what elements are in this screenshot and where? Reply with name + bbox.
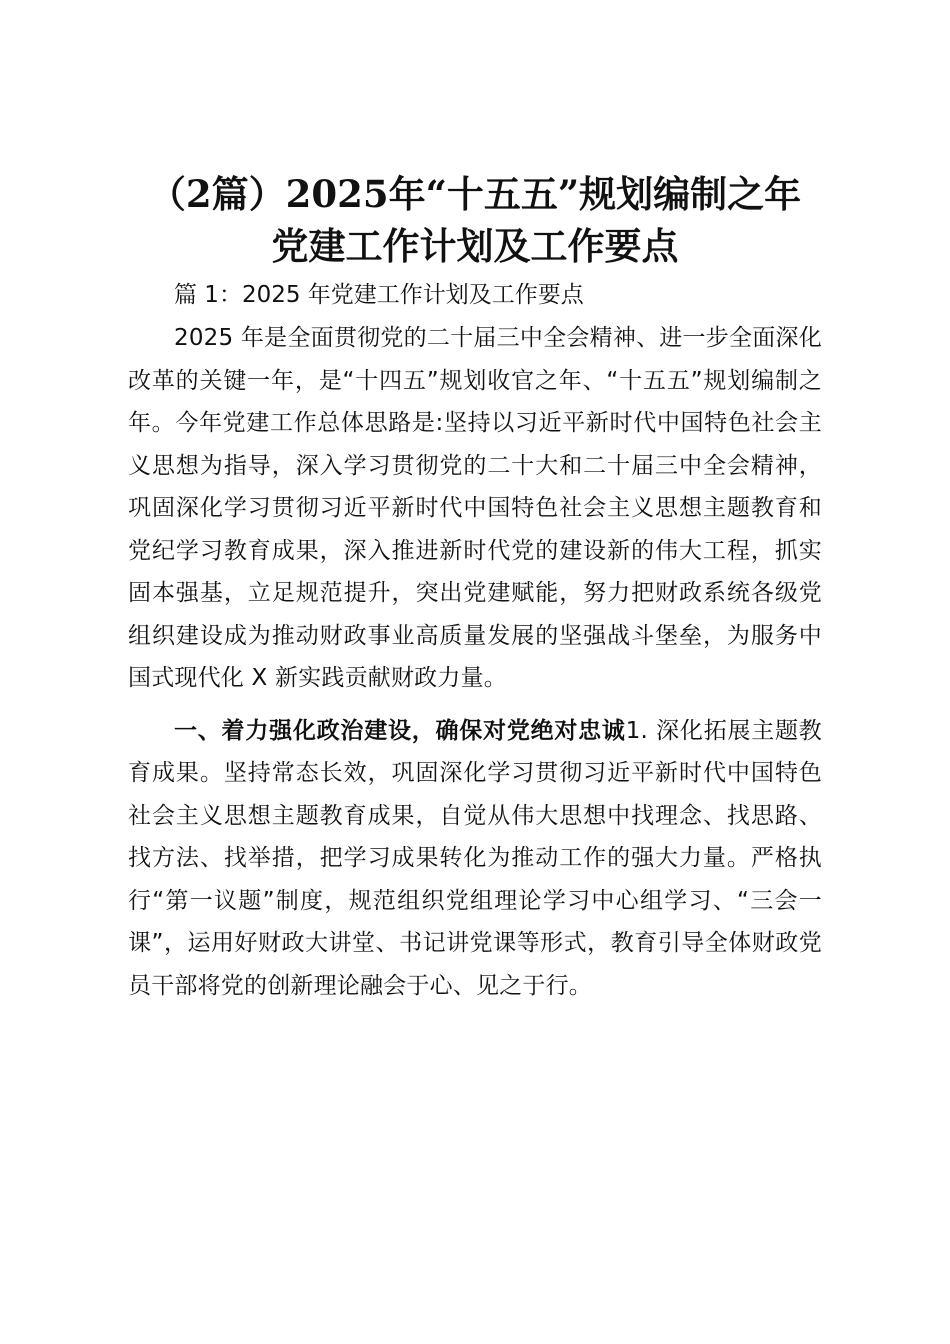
document-body [128,168,822,1007]
article-subheading: 篇 1：2025 年党建工作计划及工作要点 [174,282,584,308]
intro-paragraph: 2025 年是全面贯彻党的二十届三中全会精神、进一步全面深化改革的关键一年，是“十四五”规划收官之年、“十五五”规划编制之年。今年党建工作总体思路是:坚持以习近平新时代中国特色社会主义思想为指导，深入学习贯彻党的二十大和二十届三中全会精神，巩固深化学习贯彻习近平新时代中国特色社会主义思想主题教育和党纪学习教育成果，深入推进新时代党的建设新的伟大工程，抓实固本强基，立足规范提升，突出党建赋能，努力把财政系统各级党组织建设成为推动财政事业高质量发展的坚强战斗堡垒，为服务中国式现代化 X 新实践贡献财政力量。 [128,325,822,691]
section-1-body: 1. 深化拓展主题教育成果。坚持常态长效，巩固深化学习贯彻习近平新时代中国特色社会主义思想主题教育成果，自觉从伟大思想中找理念、找思路、找方法、找举措，把学习成果转化为推动工作的强大力量。严格执行“第一议题”制度，规范组织党组理论学习中心组学习、“三会一课”，运用好财政大讲堂、书记讲党课等形式，教育引导全体财政党员干部将党的创新理论融会于心、见之于行。 [128,717,822,999]
title-line-2: 党建工作计划及工作要点 [271,224,679,268]
document-title [128,168,822,272]
section-1-heading: 一、着力强化政治建设，确保对党绝对忠诚 [174,716,626,744]
title-line-1: （2篇）2025年“十五五”规划编制之年 [148,172,802,216]
section-1-paragraph [128,710,822,1008]
